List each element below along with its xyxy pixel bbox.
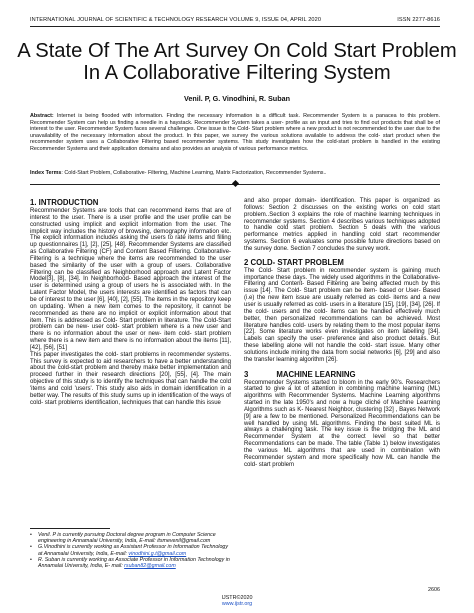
copyright: IJSTR©2020	[221, 595, 253, 601]
email-link[interactable]: vinodhini.g.t@gmail.com	[128, 550, 187, 557]
website-link[interactable]: www.ijstr.org	[221, 601, 253, 608]
index-terms-text: : Cold-Start Problem, Collaborative- Filtering, Machine Learning, Matrix Factorization, Recommender Systems..	[61, 170, 327, 176]
footnote-text: Venil. P is currently pursuing Doctoral degree program in Computer Science engineering in Annamalai University, India, E-mail: itsmevenil@gmail.com	[38, 532, 216, 545]
abstract-text: Internet is being flooded with information. Finding the necessary information is a difficult task. Recommender System is a panacea to this problem. Recommender System can help us finding a needle in a haystack. Recommender System takes a user- profile as an input and tries to find out products that shall be of interest to the user. Recommender System faces several challenges. One issue is the Cold- Start problem where a new product is not recommended to the user due to the unavailability of the necessary information about the product. In this paper, we survey the various solutions available to address the cold- start product when the recommender system uses a Collaborative Filtering based recommender systems. This study investigates how the cold-start problem is handled in the existing Recommender Systems and their application domains and also provides an analysis of various performance metrics.	[30, 113, 440, 152]
issn: ISSN 2277-8616	[397, 17, 440, 23]
index-terms	[30, 170, 440, 177]
ml-paragraph: Recommender Systems started to bloom in the early 90's. Researchers started to give a lot of attention in combining machine learning (ML) algorithms with Recommender Systems. Machine Learning algorithms started in the late 1950's and now a huge cliché of Machine Learning Algorithms such as K- Nearest Neighbor, clustering [32] , Bayes Network [9] are a few to be mentioned. Personalized Recommendations can be well handled by using ML algorithms. Finding the best suited ML is always a challenging task. The key issue is the bridging the ML and Recommender System at the correct level so that better Recommendations can be made. The table (Table 1) below investigates the various ML algorithms that are used in combination with Recommender system and more specifically how ML can handle the cold- start problem	[244, 379, 440, 468]
email-link[interactable]: rsuban82@gmail.com	[124, 563, 176, 570]
footnote-bullet: •	[30, 556, 32, 563]
page-footer	[0, 595, 474, 608]
footnote-text: R. Suban is currently working as Associate Professor in Information Technology in Annamalai University, India, E- mail:	[38, 556, 230, 570]
section-separator	[30, 180, 440, 188]
index-terms-label: Index Terms	[30, 170, 62, 176]
abstract	[30, 113, 440, 152]
footnote-item	[30, 557, 231, 569]
footnote-item	[30, 544, 231, 556]
footnote-rule	[30, 528, 110, 529]
ml-heading-text: MACHINE LEARNING	[276, 369, 356, 379]
footnote-bullet: •	[30, 544, 32, 551]
author-footnotes	[30, 532, 231, 569]
footnote-item	[30, 532, 231, 544]
organization-paragraph: and also proper domain- identification. This paper is organized as follows: Section 2 discusses on the existing works on cold start problem..Section 3 explains the role of machine learning techniques in recommender systems. Section 4 describes various techniques adopted to handle cold start problem. Section 5 deals with the various performance metrics applied in handling cold start recommender systems. Section 6 evaluates some possible future directions based on the survey done. Section 7 concludes the survey work.	[244, 198, 440, 252]
journal-header	[30, 17, 440, 23]
footnote-bullet: •	[30, 532, 32, 538]
diamond-icon	[231, 179, 238, 186]
intro-heading: 1. INTRODUCTION	[30, 198, 99, 207]
right-column	[244, 198, 440, 469]
page-number: 2606	[428, 587, 440, 593]
intro-paragraph-2: This paper investigates the cold- start problems in recommender systems. This survey is expected to aid researchers to have a better understanding about the cold-start problem and thereby make better implementation and proceed further in their research directions [20], [55], [4]. The main objective of this study is to identify the techniques that can handle the cold 'items and cold 'users'. This study also aids in domain identification in a better way. The results of this study sums up in identification of the ways of cold- start problems identification, techniques that can handle this issue	[30, 351, 231, 406]
ml-heading-number: 3	[244, 369, 249, 379]
left-column	[30, 198, 231, 406]
authors: Venil. P, G. Vinodhini, R. Suban	[184, 94, 290, 103]
header-rule	[30, 26, 440, 27]
journal-name: INTERNATIONAL JOURNAL OF SCIENTIFIC & TECHNOLOGY RESEARCH VOLUME 9, ISSUE 04, APRIL 2020	[30, 17, 322, 23]
intro-paragraph-1: Recommender Systems are tools that can recommend items that are of interest to the user. There is a user profile and the user profile can be constructed using implicit and explicit information from the user. The implicit way includes the history of browsing, demography information etc. The explicit information includes asking the users to rate items and filling up questionnaires [1], [2], [25], [48]. Recommender Systems are classified as Collaborative Filtering (CF) and Content Based Filtering. Collaborative- Filtering is a technique where the items are recommended to the user based the similarity of the user with a group of users. Collaborative Filtering can be classified as Neighborhood approach and Latent Factor Model[3], [8], [34]. In Neighborhood- Based approach the interest of the user is determined using a group of users he is associated with. In the Latent Factor Model, the users interests are identified as factors that can be of interest to the user [6], [40], [2], [55]. The items in the repository keep on updating. When a new item comes to the repository, it cannot be recommended as there are no implicit or explicit information about that item. This is addressed as Cold- Start problem in literature. The Cold-Start problem can be new- user cold- start problem where is a new user and there is no information about the user or new- item cold- start problem where there is a new item and there is no information about the items [11], [42], [56], [51]	[30, 208, 231, 351]
ml-heading	[244, 370, 440, 379]
abstract-label: Abstract:	[30, 113, 54, 119]
paper-title: A State Of The Art Survey On Cold Start Problem In A Collaborative Filtering System	[17, 40, 457, 84]
cold-start-paragraph: The Cold- Start problem in recommender system is gaining much importance these days. The widely used algorithms in the Collaborative- Filtering and Content- Based Filtering are being affected much by this issue [14]. The Cold- Start problem can be item- based or User- Based (i.e) the new item issue are usually referred as cold- items and a new user is usually referred as cold- users in a literature [15], [19], [34], [26]. If the cold- users and the cold- items can be handled effectively much better, then personalized recommendations can be achieved. Most literature handles cold- users by relating them to the most popular items [22]. Some literature works even investigates on item labelling [34]. Labels can specify the user- preference and also product details. But these labelling alone will not handle the cold- start issue. Many other solutions include mining the data from social networks [6], [29] and also the transfer learning algorithm [26].	[244, 267, 440, 363]
cold-start-heading: 2 COLD- START PROBLEM	[244, 257, 344, 267]
footnote-text: G.Vinodhini is currently working as Assistant Professor in Information Technology at Annamalai University, India, E-mail:	[38, 544, 228, 557]
